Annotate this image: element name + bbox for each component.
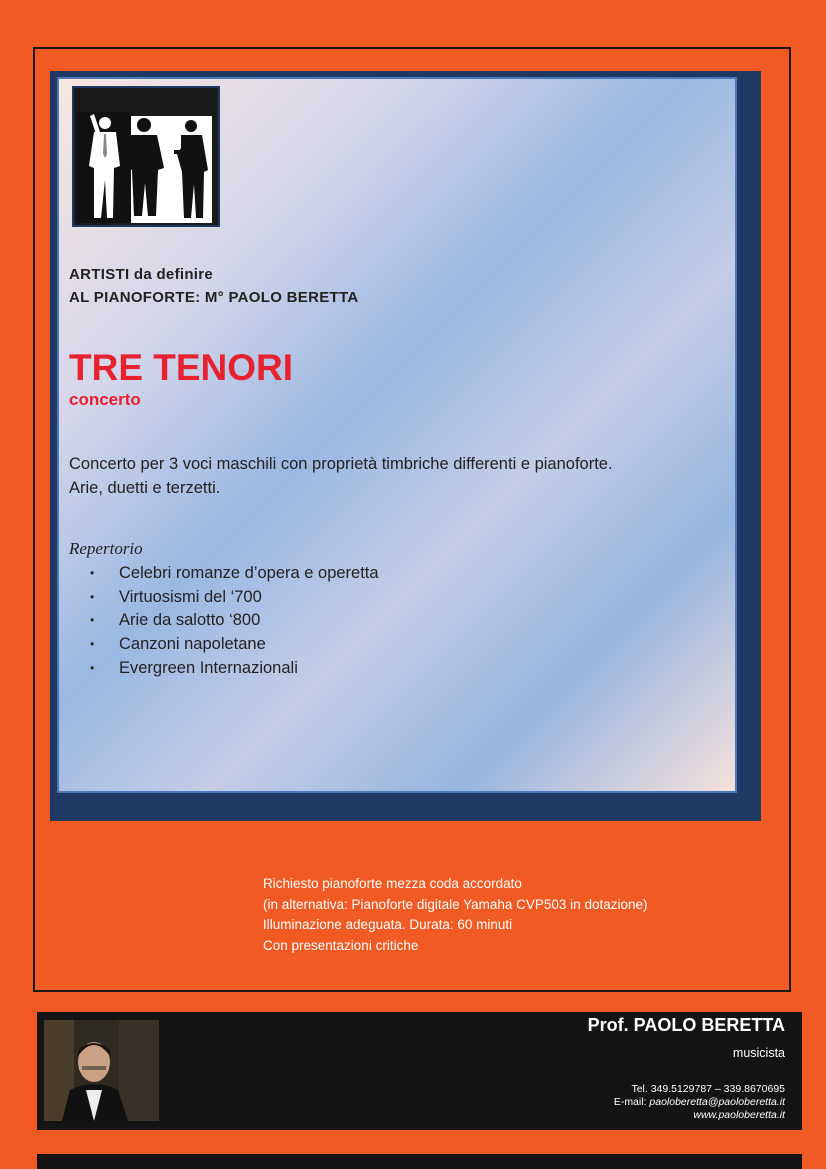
artists-block — [69, 263, 358, 309]
musician-portrait-image — [44, 1020, 159, 1121]
bottom-bar — [37, 1154, 802, 1169]
description-line: Concerto per 3 voci maschili con proprietà timbriche differenti e pianoforte. — [69, 455, 613, 473]
contact-role: musicista — [732, 1046, 785, 1060]
contact-name: Prof. PAOLO BERETTA — [587, 1015, 785, 1035]
event-subtitle: concerto — [69, 390, 141, 409]
note-line: Con presentazioni critiche — [263, 937, 419, 953]
description-line: Arie, duetti e terzetti. — [69, 479, 221, 497]
tenors-silhouette-image — [72, 86, 220, 227]
event-description — [69, 452, 613, 500]
bullet-icon: • — [90, 637, 95, 652]
note-line: Richiesto pianoforte mezza coda accordato — [263, 876, 522, 891]
requirements-notes — [263, 874, 648, 956]
event-title: TRE TENORI — [69, 347, 294, 388]
note-line: Illuminazione adeguata. Durata: 60 minuti — [263, 917, 513, 932]
list-item: • Canzoni napoletane — [90, 633, 379, 657]
contact-phone: Tel. 349.5129787 – 339.8670695 — [631, 1083, 785, 1095]
bullet-icon: • — [90, 613, 95, 628]
email-label: E-mail: — [613, 1096, 650, 1108]
bullet-icon: • — [90, 589, 95, 604]
email-link[interactable]: paoloberetta@paoloberetta.it — [649, 1096, 785, 1108]
pianist-line: AL PIANOFORTE: M° PAOLO BERETTA — [69, 289, 359, 306]
repertorio-heading: Repertorio — [69, 539, 143, 558]
list-item: • Virtuosismi del ‘700 — [90, 586, 379, 610]
list-item: • Arie da salotto ‘800 — [90, 609, 379, 633]
artists-line: ARTISTI da definire — [69, 266, 214, 283]
repertorio-list — [90, 562, 379, 681]
contact-email-row — [614, 1096, 785, 1109]
list-item: • Evergreen Internazionali — [90, 657, 379, 681]
note-line: (in alternativa: Pianoforte digitale Yamaha CVP503 in dotazione) — [263, 896, 648, 912]
bullet-icon: • — [90, 660, 95, 675]
list-item: • Celebri romanze d’opera e operetta — [90, 562, 379, 586]
website-link[interactable]: www.paoloberetta.it — [693, 1109, 785, 1121]
contact-details — [614, 1083, 785, 1122]
bullet-icon: • — [90, 566, 95, 580]
